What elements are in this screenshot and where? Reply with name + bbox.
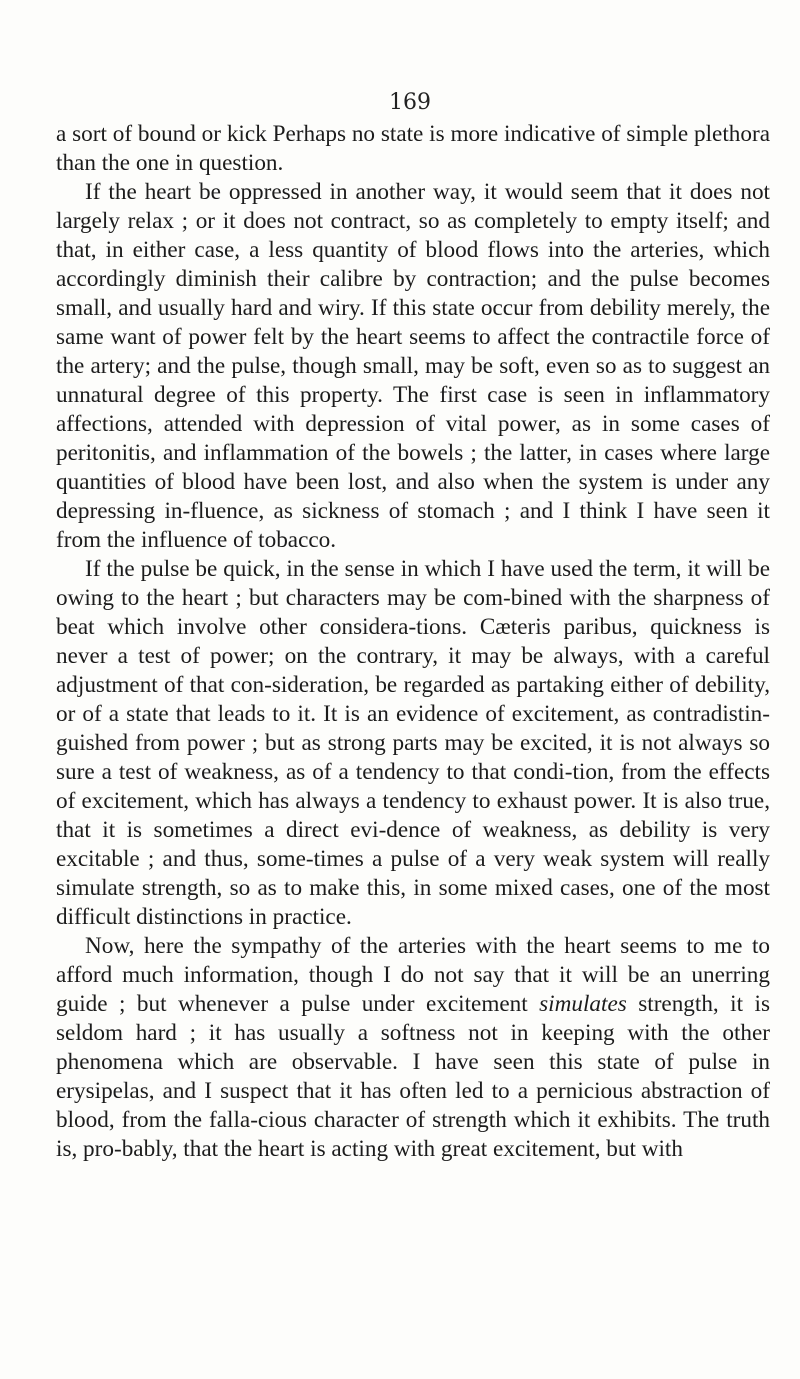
paragraph-4 [56,932,770,1164]
body-text [56,120,770,1164]
paragraph-3: If the pulse be quick, in the sense in which I have used the term, it will be owing to the heart ; but characters may be com-bined with the sharpness of beat which involve other considera-tions. Cæteris paribus, quickness is never a test of power; on the contrary, it may be always, with a careful adjustment of that con-sideration, be regarded as partaking either of debility, or of a state that leads to it. It is an evidence of excitement, as contradistin-guished from power ; but as strong parts may be excited, it is not always so sure a test of weakness, as of a tendency to that condi-tion, from the effects of excitement, which has always a tendency to exhaust power. It is also true, that it is sometimes a direct evi-dence of weakness, as debility is very excitable ; and thus, some-times a pulse of a very weak system will really simulate strength, so as to make this, in some mixed cases, one of the most difficult distinctions in practice. [56,556,770,930]
page-number: 169 [389,90,431,115]
paragraph-4-emphasis: simulates [539,991,627,1017]
paragraph-4-text-after: strength, it is seldom hard ; it has usually a softness not in keeping with the other phenomena which are observable. I have seen this state of pulse in erysipelas, and I suspect that it has often led to a pernicious abstraction of blood, from the falla-cious character of strength which it exhibits. The truth is, pro-bably, that the heart is acting with great excitement, but with [56,991,770,1162]
paragraph-1: a sort of bound or kick Perhaps no state is more indicative of simple plethora than the one in question. [56,121,770,176]
paragraph-2: If the heart be oppressed in another way, it would seem that it does not largely relax ; or it does not contract, so as completely to empty itself; and that, in either case, a less quantity of blood flows into the arteries, which accordingly diminish their calibre by contraction; and the pulse becomes small, and usually hard and wiry. If this state occur from debility merely, the same want of power felt by the heart seems to affect the contractile force of the artery; and the pulse, though small, may be soft, even so as to suggest an unnatural degree of this property. The first case is seen in inflammatory affections, attended with depression of vital power, as in some cases of peritonitis, and inflammation of the bowels ; the latter, in cases where large quantities of blood have been lost, and also when the system is under any depressing in-fluence, as sickness of stomach ; and I think I have seen it from the influence of tobacco. [56,179,770,553]
paragraph-4-text-before: Now, here the sympathy of the arteries with the heart seems to me to afford much information, though I do not say that it will be an unerring guide ; but whenever a pulse under excitement [56,933,770,1017]
